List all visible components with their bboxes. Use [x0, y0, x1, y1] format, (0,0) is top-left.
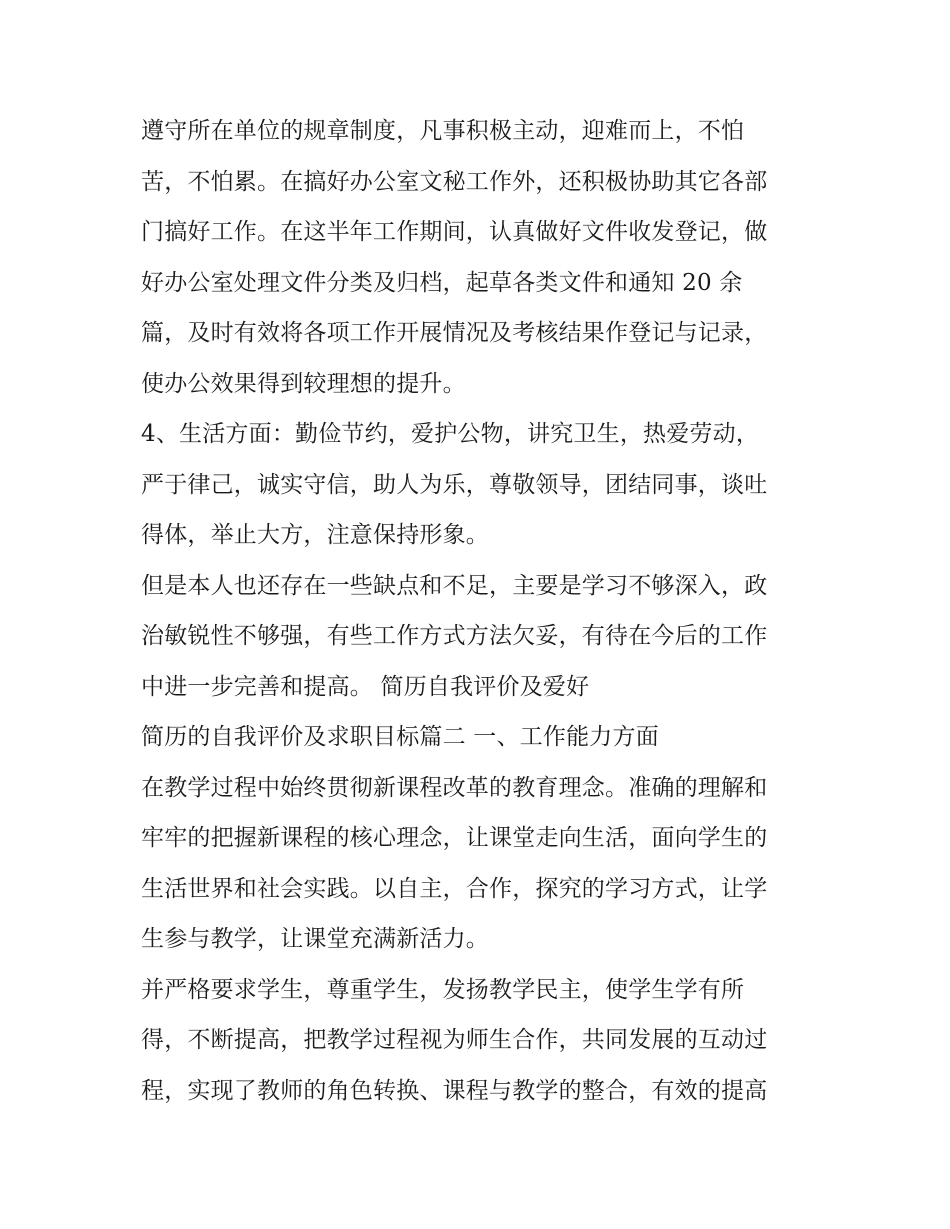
text-line: 4、生活方面：勤俭节约，爱护公物，讲究卫生，热爱劳动， — [141, 421, 760, 447]
text-line: 门搞好工作。在这半年工作期间，认真做好文件收发登记，做 — [141, 219, 768, 245]
text-line: 治敏锐性不够强，有些工作方式方法欠妥，有待在今后的工作 — [141, 623, 768, 649]
text-line: 得，不断提高，把教学过程视为师生合作，共同发展的互动过 — [141, 1027, 768, 1053]
text-line: 程，实现了教师的角色转换、课程与教学的整合，有效的提高 — [141, 1077, 768, 1104]
text-line: 生参与教学，让课堂充满新活力。 — [141, 926, 489, 952]
text-line: 严于律己，诚实守信，助人为乐，尊敬领导，团结同事，谈吐 — [141, 471, 768, 498]
text-line: 苦，不怕累。在搞好办公室文秘工作外，还积极协助其它各部 — [141, 168, 768, 195]
text-line: 好办公室处理文件分类及归档，起草各类文件和通知 20 余 — [141, 269, 743, 296]
body-text — [141, 108, 821, 1118]
text-line: 在教学过程中始终贯彻新课程改革的教育理念。准确的理解和 — [141, 774, 768, 801]
text-line: 但是本人也还存在一些缺点和不足，主要是学习不够深入，政 — [141, 572, 768, 599]
text-line: 简历的自我评价及求职目标篇二 一、工作能力方面 — [141, 724, 659, 750]
text-line: 篇，及时有效将各项工作开展情况及考核结果作登记与记录， — [141, 320, 768, 346]
text-line: 得体，举止大方，注意保持形象。 — [141, 522, 489, 548]
text-line: 使办公效果得到较理想的提升。 — [141, 370, 466, 397]
text-line: 中进一步完善和提高。 简历自我评价及爱好 — [141, 673, 590, 700]
text-line: 并严格要求学生，尊重学生，发扬教学民主，使学生学有所 — [141, 976, 745, 1003]
text-line: 牢牢的把握新课程的核心理念，让课堂走向生活，面向学生的 — [141, 825, 768, 851]
text-line: 生活世界和社会实践。以自主，合作，探究的学习方式，让学 — [141, 875, 768, 902]
text-line: 遵守所在单位的规章制度，凡事积极主动，迎难而上，不怕 — [141, 118, 745, 144]
